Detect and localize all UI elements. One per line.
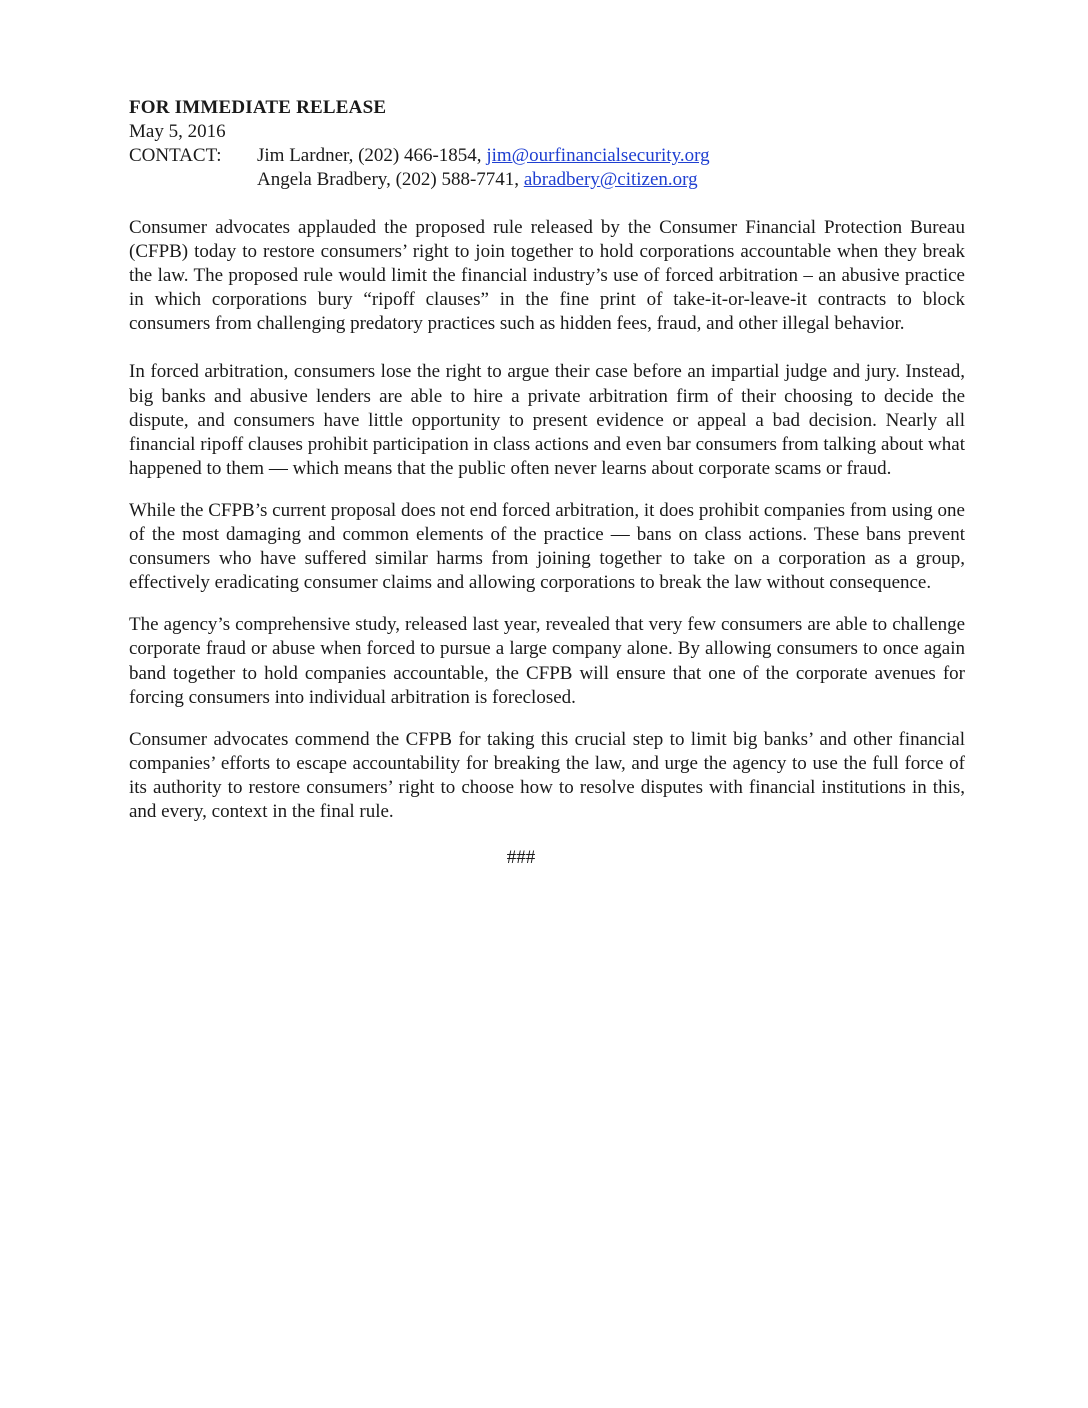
release-date: May 5, 2016: [129, 121, 226, 142]
end-of-release-mark: ###: [506, 847, 536, 869]
contact-email-link[interactable]: jim@ourfinancialsecurity.org: [486, 145, 710, 166]
contact-label-spacer: [129, 168, 257, 192]
contact-email-link[interactable]: abradbery@citizen.org: [523, 169, 698, 190]
body-paragraph: In forced arbitration, consumers lose the right to argue their case before an impartial judge and jury. Instead, big banks and abusive lenders are able to hire a private arbitration firm of their choosing to decide the dispute, and consumers have little opportunity to present evidence or appeal a bad decision. Nearly all financial ripoff clauses prohibit participation in class actions and even bar consumers from talking about what happened to them — which means that the public often never learns about corporate scams or fraud.: [129, 361, 965, 479]
contact-row: [129, 168, 965, 192]
contact-entry: [257, 144, 710, 168]
body-paragraph: Consumer advocates commend the CFPB for taking this crucial step to limit big banks’ and other financial companies’ efforts to escape accountability for breaking the law, and urge the agency to use the full force of its authority to restore consumers’ right to choose how to resolve disputes with financial institutions in this, and every, context in the final rule.: [129, 728, 965, 822]
release-headline: FOR IMMEDIATE RELEASE: [129, 97, 387, 118]
body-paragraph: While the CFPB’s current proposal does not end forced arbitration, it does prohibit companies from using one of the most damaging and common elements of the practice — bans on class actions. These bans prevent consumers who have suffered similar harms from joining together to take on a corporation as a group, effectively eradicating consumer claims and allowing corporations to break the law without consequence.: [129, 499, 965, 594]
press-release-page: [129, 96, 965, 870]
contact-details: Jim Lardner, (202) 466-1854,: [257, 145, 487, 166]
release-body: [129, 216, 965, 824]
contact-row: [129, 144, 965, 168]
body-paragraph: The agency’s comprehensive study, released last year, revealed that very few consumers are able to challenge corporate fraud or abuse when forced to pursue a large company alone. By allowing consumers to once again band together to hold companies accountable, the CFPB will ensure that one of the corporate avenues for forcing consumers into individual arbitration is foreclosed.: [129, 614, 965, 708]
contact-label: CONTACT:: [129, 145, 222, 166]
contact-entry: [257, 168, 698, 192]
contact-details: Angela Bradbery, (202) 588-7741,: [257, 169, 524, 190]
contact-block: [129, 144, 965, 192]
body-paragraph: Consumer advocates applauded the proposed rule released by the Consumer Financial Protection Bureau (CFPB) today to restore consumers’ right to join together to hold corporations accountable when they break the law. The proposed rule would limit the financial industry’s use of forced arbitration – an abusive practice in which corporations bury “ripoff clauses” in the fine print of take-it-or-leave-it contracts to block consumers from challenging predatory practices such as hidden fees, fraud, and other illegal behavior.: [129, 217, 965, 335]
